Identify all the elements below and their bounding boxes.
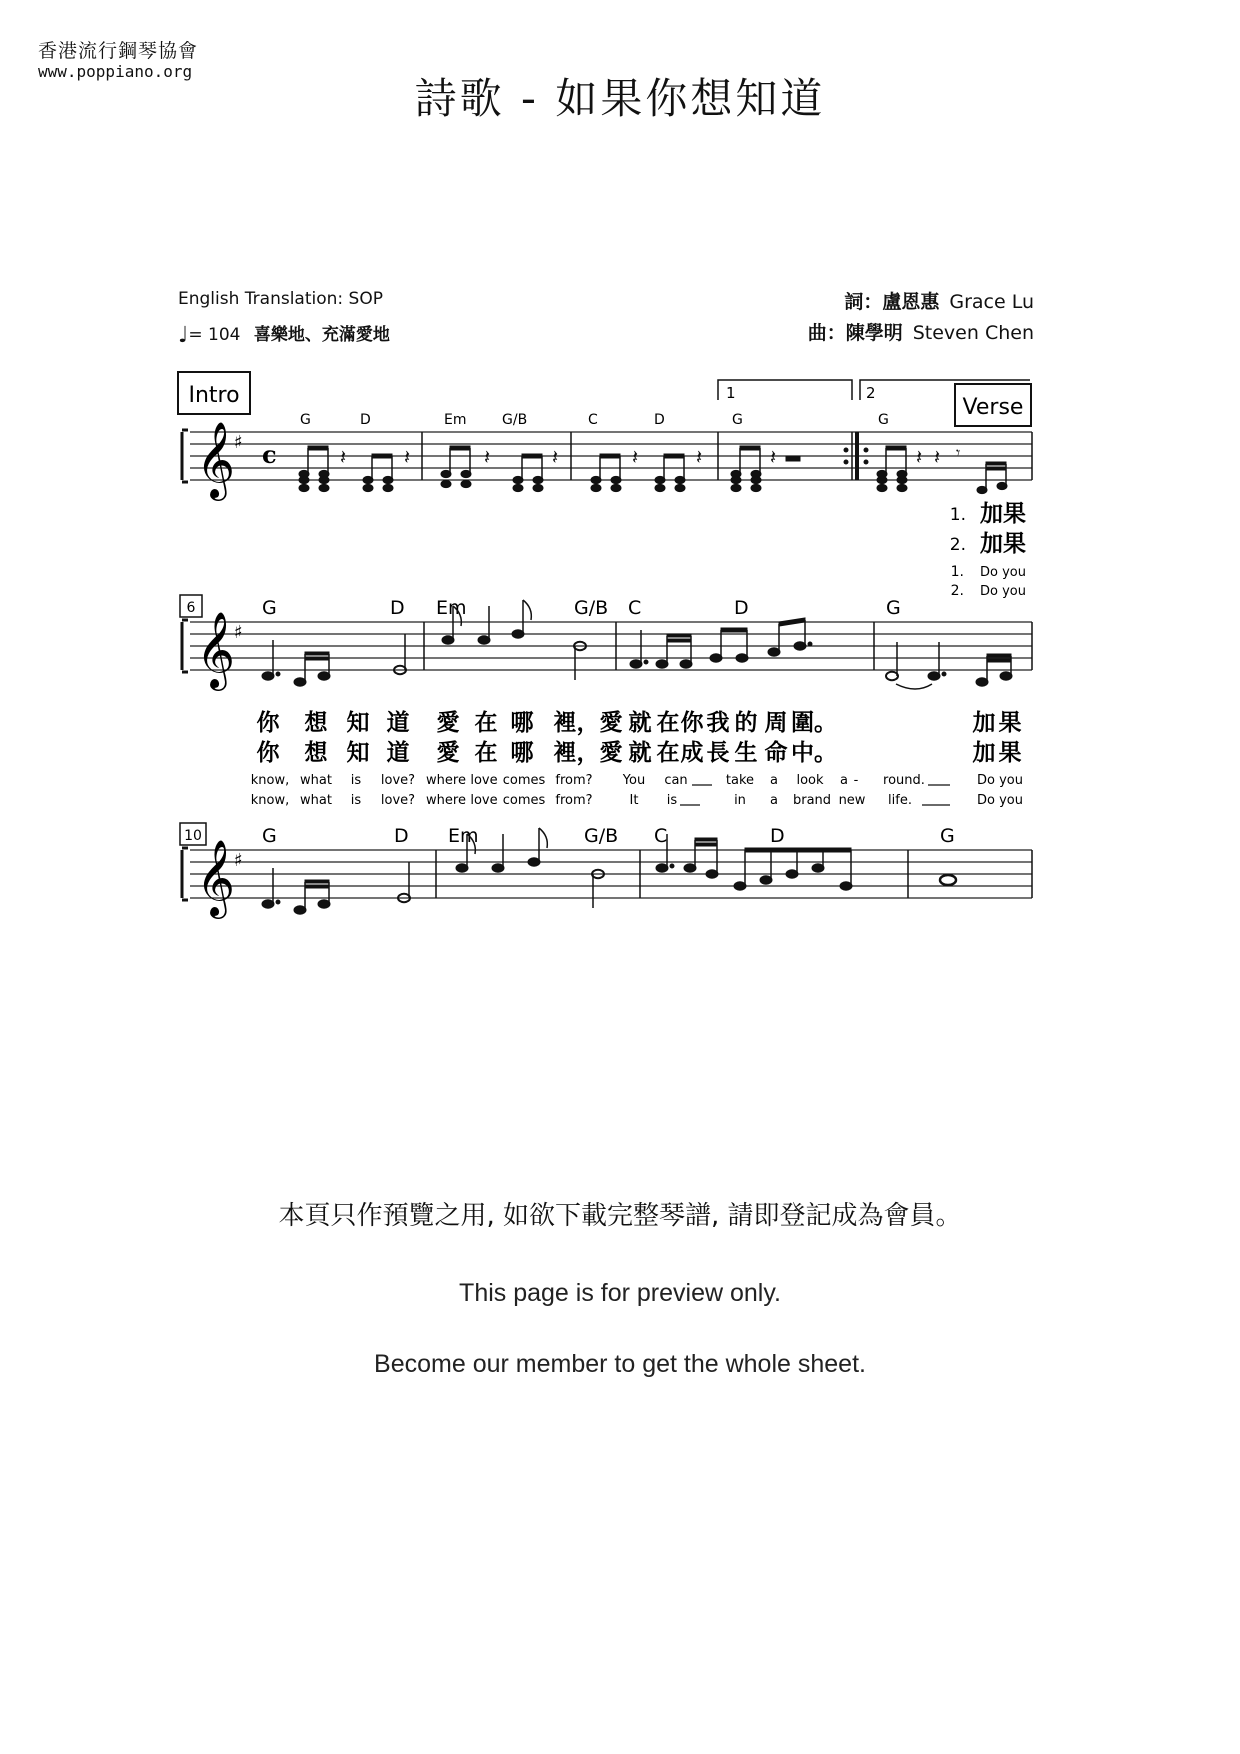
chord-symbol: D [770, 825, 785, 847]
svg-text:Do you: Do you [977, 793, 1023, 808]
svg-text:a: a [840, 773, 848, 788]
svg-text:is: is [350, 773, 362, 788]
svg-text:你: 你 [256, 710, 280, 736]
svg-text:new: new [838, 793, 866, 808]
svg-text:𝄽: 𝄽 [552, 445, 559, 469]
svg-text:comes: comes [502, 793, 546, 808]
svg-text:where: where [426, 793, 466, 808]
verse-label: Verse [962, 395, 1024, 420]
chord-symbol: G/B [584, 825, 619, 847]
key-signature-sharp: ♯ [234, 622, 243, 643]
pickup-verse-number: 1. [949, 505, 966, 525]
svg-text:哪: 哪 [510, 740, 534, 766]
sheet-music [0, 360, 1240, 940]
lyrics-verse2-cn [257, 739, 1022, 766]
chord-symbols-row-2 [262, 597, 901, 619]
svg-text:𝄽: 𝄽 [404, 445, 411, 469]
site-url[interactable]: www.poppiano.org [38, 62, 193, 81]
lyrics-verse1-cn [257, 709, 1022, 736]
svg-text:brand: brand [792, 793, 832, 808]
volta-first-number: 1 [726, 384, 736, 402]
chord-symbol: G/B [502, 412, 528, 428]
svg-text:love: love [470, 773, 498, 788]
svg-text:𝄽: 𝄽 [934, 445, 941, 469]
svg-text:know,: know, [250, 773, 290, 788]
quarter-note-icon: ♩ [178, 323, 189, 348]
chord-symbols-row-3 [262, 825, 955, 847]
svg-text:Do you: Do you [977, 773, 1023, 788]
svg-text:love?: love? [380, 793, 416, 808]
svg-text:我: 我 [706, 710, 730, 736]
time-signature: c [262, 440, 277, 469]
svg-text:在: 在 [656, 740, 680, 766]
measure-number: 6 [186, 600, 196, 616]
composer-name: Steven Chen [912, 322, 1034, 344]
svg-text:命: 命 [764, 740, 788, 766]
staff-row-1 [182, 421, 1032, 501]
svg-text:know,: know, [250, 793, 290, 808]
chord-symbol: Em [448, 825, 479, 847]
lyrics-verse1-en [251, 773, 1023, 788]
svg-text:-: - [853, 773, 859, 788]
chord-symbol: D [394, 825, 409, 847]
lyricist-credit [844, 287, 1034, 314]
svg-text:裡，愛: 裡，愛 [553, 710, 623, 736]
tempo-value: = 104 [188, 325, 241, 345]
svg-text:𝄽: 𝄽 [632, 445, 639, 469]
svg-text:愛: 愛 [436, 740, 460, 766]
pickup-lyric-cn: 加果 [980, 501, 1026, 527]
translation-credit: English Translation: SOP [178, 289, 383, 309]
svg-text:can: can [664, 773, 688, 788]
treble-clef-icon: 𝄞 [196, 611, 236, 688]
pickup-lyrics [950, 501, 1026, 599]
svg-text:a: a [770, 793, 778, 808]
svg-text:中。: 中。 [791, 740, 837, 766]
svg-text:love: love [470, 793, 498, 808]
chord-symbol: G [886, 597, 901, 619]
svg-text:知: 知 [346, 740, 370, 766]
svg-text:look: look [796, 773, 824, 788]
svg-text:果: 果 [998, 740, 1022, 766]
svg-text:成: 成 [680, 740, 704, 766]
chord-symbol: G/B [574, 597, 609, 619]
svg-text:道: 道 [386, 710, 410, 736]
svg-text:from?: from? [555, 773, 593, 788]
key-signature-sharp: ♯ [234, 850, 243, 871]
pickup-verse-number: 2. [949, 535, 966, 555]
svg-text:life.: life. [888, 793, 912, 808]
svg-text:is: is [350, 793, 362, 808]
chord-symbols-row-1 [300, 412, 889, 428]
chord-symbol: G [262, 825, 277, 847]
treble-clef-icon: 𝄞 [196, 421, 236, 498]
lyrics-verse2-en [251, 793, 1023, 808]
svg-text:comes: comes [502, 773, 546, 788]
site-name: 香港流行鋼琴協會 [38, 40, 199, 62]
key-signature-sharp: ♯ [234, 432, 243, 453]
svg-text:is: is [666, 793, 678, 808]
svg-text:哪: 哪 [510, 710, 534, 736]
chord-symbol: G [300, 412, 311, 428]
preview-notice-en: This page is for preview only. [459, 1279, 781, 1307]
svg-text:𝄾: 𝄾 [956, 443, 961, 462]
svg-text:in: in [734, 793, 746, 808]
composer-label: 曲：陳學明 [807, 322, 903, 344]
composer-credit [808, 318, 1034, 345]
svg-text:love?: love? [380, 773, 416, 788]
chord-symbol: C [654, 825, 668, 847]
svg-text:what: what [300, 793, 332, 808]
svg-text:你: 你 [256, 740, 280, 766]
chord-symbol: G [732, 412, 743, 428]
volta-second-number: 2 [866, 384, 876, 402]
intro-label: Intro [188, 383, 240, 408]
svg-text:道: 道 [386, 740, 410, 766]
svg-text:你: 你 [680, 710, 704, 736]
chord-symbol: Em [436, 597, 467, 619]
svg-text:圍。: 圍。 [791, 710, 837, 736]
pickup-lyric-en: Do you [980, 584, 1026, 599]
svg-text:周: 周 [764, 710, 788, 736]
svg-text:from?: from? [555, 793, 593, 808]
pickup-verse-number: 2. [950, 583, 964, 599]
chord-symbol: D [654, 412, 665, 428]
chord-symbol: G [940, 825, 955, 847]
svg-text:加: 加 [972, 710, 996, 736]
lyricist-name: Grace Lu [949, 291, 1034, 313]
svg-text:在: 在 [656, 710, 680, 736]
preview-notice-cn: 本頁只作預覽之用, 如欲下載完整琴譜, 請即登記成為會員。 [278, 1201, 962, 1231]
svg-text:round.: round. [883, 773, 925, 788]
chord-symbol: G [262, 597, 277, 619]
chord-symbol: D [360, 412, 371, 428]
measure-number: 10 [184, 828, 202, 844]
svg-text:take: take [725, 773, 755, 788]
svg-text:就: 就 [628, 710, 652, 736]
pickup-lyric-cn: 加果 [980, 531, 1026, 557]
svg-text:就: 就 [628, 740, 652, 766]
svg-text:知: 知 [346, 710, 370, 736]
song-title: 詩歌 - 如果你想知道 [414, 74, 826, 123]
chord-symbol: C [628, 597, 642, 619]
svg-text:想: 想 [304, 740, 328, 766]
svg-text:where: where [426, 773, 466, 788]
svg-text:It: It [629, 793, 639, 808]
svg-text:a: a [770, 773, 778, 788]
treble-clef-icon: 𝄞 [196, 839, 236, 916]
chord-symbol: C [588, 412, 598, 428]
svg-text:You: You [622, 773, 646, 788]
chord-symbol: D [390, 597, 405, 619]
pickup-lyric-en: Do you [980, 565, 1026, 580]
chord-symbol: Em [444, 412, 467, 428]
svg-text:𝄽: 𝄽 [696, 445, 703, 469]
svg-text:what: what [300, 773, 332, 788]
svg-text:愛: 愛 [436, 710, 460, 736]
svg-text:𝄽: 𝄽 [484, 445, 491, 469]
chord-symbol: D [734, 597, 749, 619]
tempo-marking [178, 320, 390, 348]
svg-text:生: 生 [734, 740, 758, 766]
svg-text:𝄽: 𝄽 [916, 445, 923, 469]
svg-text:在: 在 [474, 710, 498, 736]
svg-text:果: 果 [998, 710, 1022, 736]
svg-text:想: 想 [304, 710, 328, 736]
svg-text:的: 的 [734, 710, 758, 736]
membership-notice-en: Become our member to get the whole sheet. [374, 1350, 866, 1378]
lyricist-label: 詞：盧恩惠 [844, 291, 940, 313]
svg-text:𝄽: 𝄽 [340, 445, 347, 469]
svg-text:𝄽: 𝄽 [770, 445, 777, 469]
svg-text:裡，愛: 裡，愛 [553, 740, 623, 766]
volta-first-bracket [718, 380, 852, 400]
pickup-verse-number: 1. [950, 564, 964, 580]
svg-text:長: 長 [706, 740, 730, 766]
chord-symbol: G [878, 412, 889, 428]
svg-text:在: 在 [474, 740, 498, 766]
tempo-expression: 喜樂地、充滿愛地 [253, 325, 390, 345]
svg-text:加: 加 [972, 740, 996, 766]
